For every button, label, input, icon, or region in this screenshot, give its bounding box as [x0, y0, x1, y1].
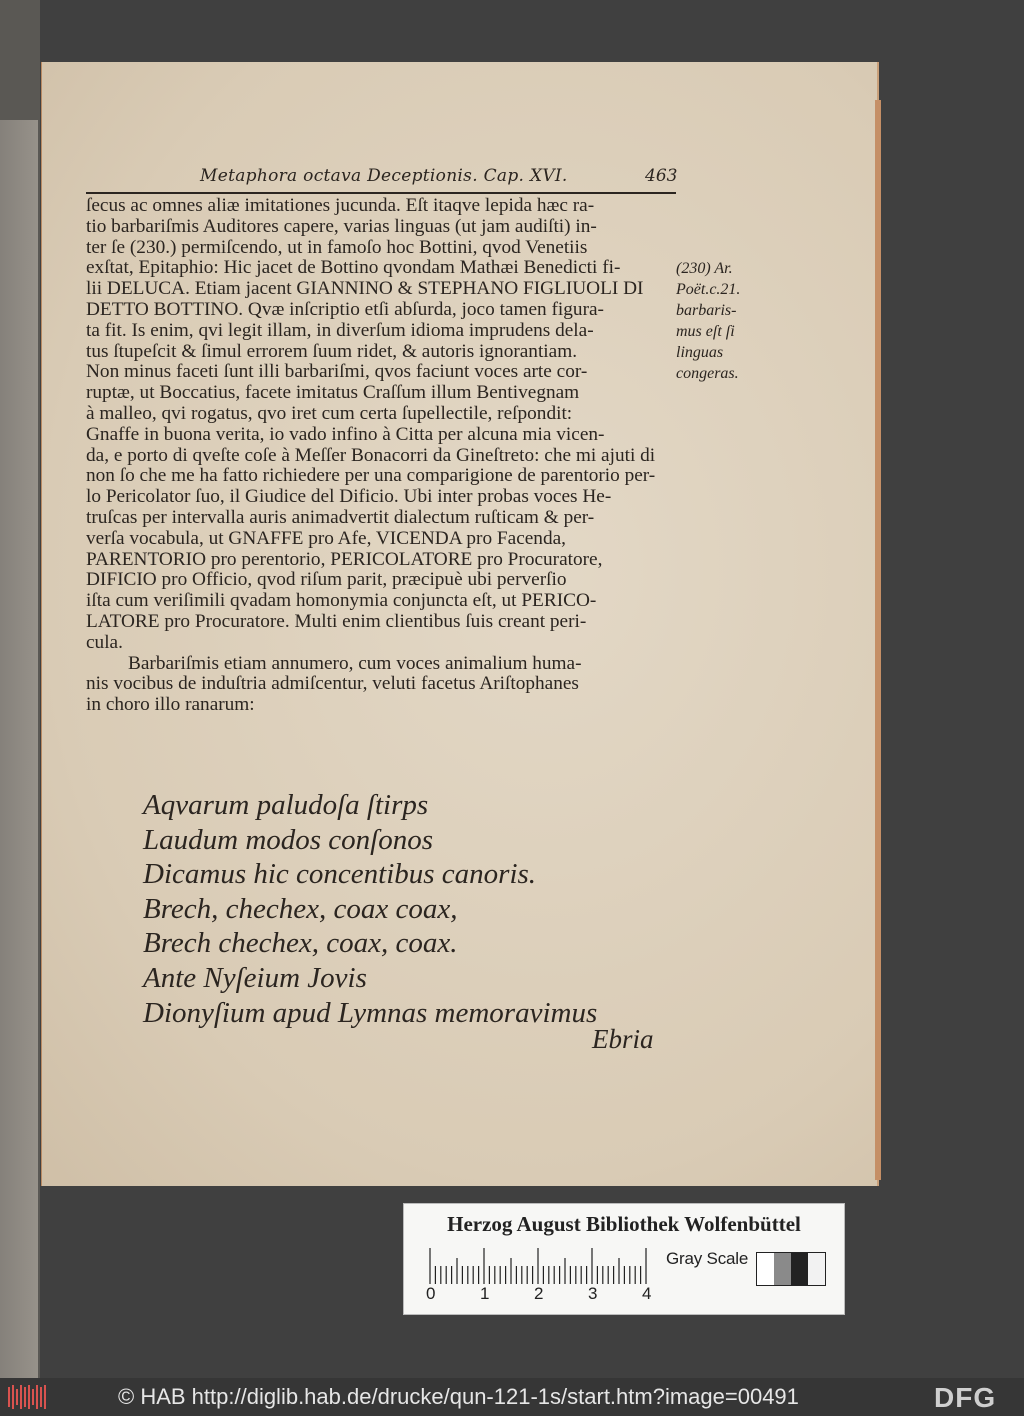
poem-line: Brech chechex, coax, coax. — [143, 927, 458, 960]
text-line: DIFICIO pro Officio, qvod riſum parit, præcipuè ubi perverſio — [86, 570, 567, 591]
text-line: exſtat, Epitaphio: Hic jacet de Bottino qvondam Mathæi Benedicti fi- — [86, 258, 621, 279]
text-line: nis vocibus de induſtria admiſcentur, veluti facetus Ariſtophanes — [86, 674, 579, 695]
margin-note-line: linguas — [676, 344, 724, 361]
text-line: tus ſtupeſcit & ſimul errorem ſuum ridet, & autoris ignorantiam. — [86, 341, 578, 362]
copyright-link[interactable]: © HAB http://diglib.hab.de/drucke/qun-121-1s/start.htm?image=00491 — [118, 1384, 799, 1409]
ruler-number: 3 — [588, 1284, 598, 1303]
margin-note — [676, 258, 766, 384]
gray-patch — [791, 1253, 808, 1285]
text-line: da, e porto di qveſte coſe à Meſſer Bonacorri da Gineſtreto: che mi ajuti di — [86, 445, 656, 466]
text-line: iſta cum veriſimili qvadam homonymia conjuncta eſt, ut PERICO- — [86, 591, 597, 612]
text-line: Non minus faceti ſunt illi barbariſmi, qvos faciunt voces arte cor- — [86, 362, 588, 383]
margin-note-line: Poët.c.21. — [676, 281, 741, 298]
previous-page-edge — [0, 120, 38, 1378]
text-line: Gnaffe in buona verita, io vado infino à Citta per alcuna mia vicen- — [86, 424, 605, 445]
text-line: PARENTORIO pro perentorio, PERICOLATORE pro Procuratore, — [86, 549, 603, 570]
page-fore-edge — [875, 100, 881, 1180]
color-calibration-card — [404, 1204, 844, 1314]
poem-line: Ante Nyſeium Jovis — [143, 961, 367, 994]
text-line: à malleo, qvi rogatus, qvo iret cum certa ſupellectile, reſpondit: — [86, 403, 573, 424]
margin-note-line: barbaris- — [676, 302, 737, 319]
dfg-logo: DFG — [934, 1382, 997, 1413]
ruler-numbers — [424, 1284, 664, 1306]
text-line: verſa vocabula, ut GNAFFE pro Afe, VICENDA pro Facenda, — [86, 528, 566, 549]
ruler-number: 1 — [480, 1284, 490, 1303]
running-head: Metaphora octava Deceptionis. Cap. XVI. — [200, 166, 568, 186]
text-line: DETTO BOTTINO. Qvæ inſcriptio etſi abſurda, joco tamen figura- — [86, 299, 604, 320]
hab-barcode-logo-icon — [6, 1383, 48, 1411]
gray-scale-bar — [756, 1252, 826, 1286]
gray-patch — [774, 1253, 791, 1285]
text-line: tio barbariſmis Auditores capere, varias linguas (ut jam audiſti) in- — [86, 216, 597, 237]
text-line: Barbariſmis etiam annumero, cum voces animalium huma- — [128, 653, 582, 674]
ruler-number: 2 — [534, 1284, 544, 1303]
text-line: truſcas per intervalla auris animadvertit dialectum ruſticam & per- — [86, 507, 595, 528]
poem-block — [143, 788, 703, 1030]
poem-line: Laudum modos conſonos — [143, 823, 434, 856]
ruler-scale — [428, 1248, 656, 1286]
margin-note-line: mus eſt ſi — [676, 323, 735, 340]
poem-line: Aqvarum paludoſa ſtirps — [143, 789, 429, 821]
ruler-number: 4 — [642, 1284, 652, 1303]
text-line: lo Pericolator ſuo, il Giudice del Dificio. Ubi inter probas voces He- — [86, 487, 612, 508]
main-text-block — [86, 196, 684, 716]
text-line: ruptæ, ut Boccatius, facete imitatus Craſſum illum Bentivegnam — [86, 383, 580, 404]
text-line: non ſo che me ha fatto richiedere per una comparigione de parentorio per- — [86, 466, 656, 487]
poem-line: Dicamus hic concentibus canoris. — [143, 858, 537, 891]
viewer-footer — [0, 1378, 1024, 1416]
poem-line: Brech, chechex, coax coax, — [143, 892, 458, 925]
ruler-number: 0 — [426, 1284, 436, 1303]
gray-patch — [757, 1253, 774, 1285]
text-line: in choro illo ranarum: — [86, 695, 255, 716]
text-line: lii DELUCA. Etiam jacent GIANNINO & STEPHANO FIGLIUOLI DI — [86, 279, 644, 300]
text-line: ter ſe (230.) permiſcendo, ut in famoſo hoc Bottini, qvod Venetiis — [86, 237, 588, 258]
margin-note-line: congeras. — [676, 365, 739, 382]
text-line: cula. — [86, 632, 123, 653]
text-line: LATORE pro Procuratore. Multi enim clientibus ſuis creant peri- — [86, 611, 587, 632]
page-number: 463 — [645, 166, 678, 186]
text-line: ſecus ac omnes aliæ imitationes jucunda. Eſt itaqve lepida hæc ra- — [86, 196, 595, 216]
header-rule — [86, 192, 676, 194]
poem-line: Dionyſium apud Lymnas memoravimus — [143, 996, 598, 1029]
gray-scale-label: Gray Scale — [666, 1249, 749, 1268]
catchword: Ebria — [592, 1024, 654, 1054]
gray-patch — [808, 1253, 825, 1285]
text-line: ta fit. Is enim, qvi legit illam, in diverſum idioma imprudens dela- — [86, 320, 594, 341]
margin-note-line: (230) Ar. — [676, 260, 733, 277]
card-title: Herzog August Bibliothek Wolfenbüttel — [447, 1212, 801, 1236]
